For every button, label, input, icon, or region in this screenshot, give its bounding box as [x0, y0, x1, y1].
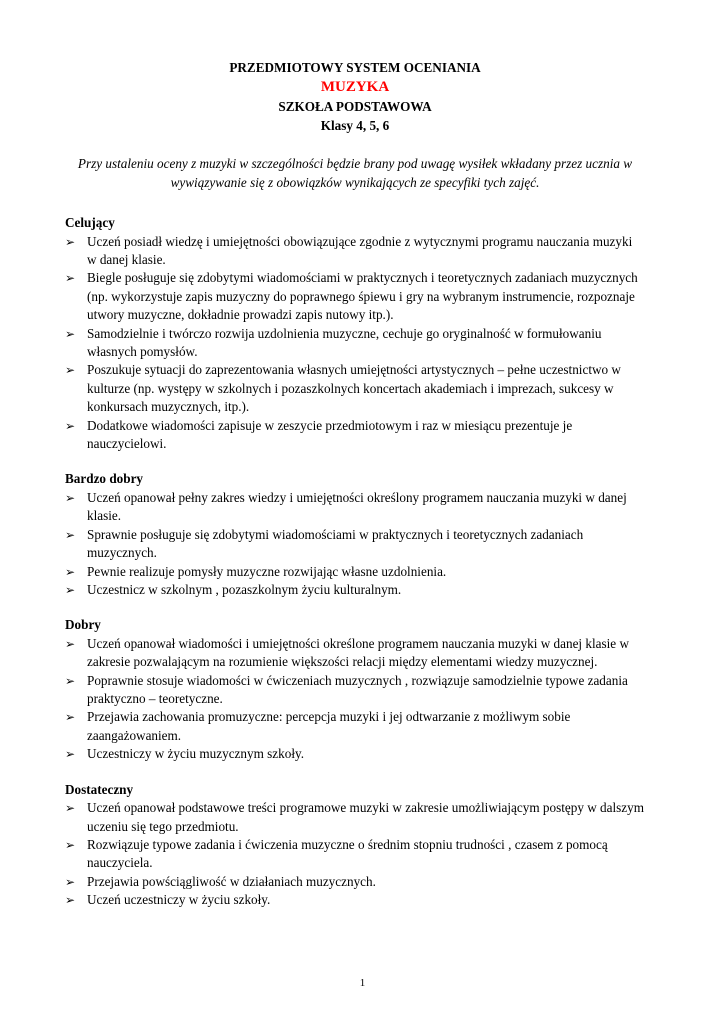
grade-section: [65, 214, 645, 453]
list-item-text: Przejawia powściągliwość w działaniach muzycznych.: [87, 873, 376, 889]
list-item: [65, 581, 645, 599]
page-number: 1: [359, 977, 366, 989]
list-item: [65, 269, 645, 324]
class-levels: Klasy 4, 5, 6: [320, 118, 390, 133]
list-item-text: Uczeń posiadł wiedzę i umiejętności obowiązujące zgodnie z wytycznymi programu nauczania muzyki w danej klasie.: [87, 233, 633, 267]
list-item-text: Uczestniczy w życiu muzycznym szkoły.: [87, 746, 305, 762]
list-item-text: Poprawnie stosuje wiadomości w ćwiczeniach muzycznych , rozwiązuje samodzielnie typowe zadania praktyczno – teoretyczne.: [87, 672, 628, 707]
document-title: PRZEDMIOTOWY SYSTEM OCENIANIA: [229, 60, 481, 75]
arrow-bullet-icon: ➢: [65, 527, 76, 542]
arrow-bullet-icon: ➢: [65, 673, 76, 688]
criteria-list: [65, 233, 645, 454]
list-item-text: Uczestnicz w szkolnym , pozaszkolnym życiu kulturalnym.: [87, 581, 402, 597]
list-item-text: Poszukuje sytuacji do zaprezentowania własnych umiejętności artystycznych – pełne uczestnictwo w kulturze (np. występy w szkolnych i pozaszkolnych koncertach akademiach i imprezach, sukcesy w konkursach muzycznych, itp.).: [87, 362, 621, 415]
grade-section-title: Dobry: [65, 617, 101, 633]
intro-paragraph: Przy ustaleniu oceny z muzyki w szczególności będzie brany pod uwagę wysiłek wkładany przez ucznia w wywiązywanie się z obowiązków wynikających ze specyfiki tych zajęć.: [77, 156, 633, 190]
grade-section: [65, 616, 645, 763]
arrow-bullet-icon: ➢: [65, 418, 76, 433]
list-item-text: Uczeń opanował wiadomości i umiejętności określone programem nauczania muzyki w danej klasie w zakresie pozwalającym na rozumienie większości relacji między elementami wiedzy muzycznej.: [87, 635, 629, 670]
grade-section: [65, 781, 645, 910]
list-item: [65, 361, 645, 416]
list-item: [65, 891, 645, 909]
list-item-text: Pewnie realizuje pomysły muzyczne rozwijając własne uzdolnienia.: [87, 563, 447, 579]
list-item: [65, 799, 645, 836]
criteria-list: [65, 635, 645, 764]
arrow-bullet-icon: ➢: [65, 837, 76, 852]
list-item-text: Samodzielnie i twórczo rozwija uzdolnienia muzyczne, cechuje go oryginalność w formułowaniu własnych pomysłów.: [87, 325, 602, 359]
arrow-bullet-icon: ➢: [65, 874, 76, 889]
list-item-text: Sprawnie posługuje się zdobytymi wiadomościami w praktycznych i teoretycznych zadaniach muzycznych.: [87, 526, 584, 561]
list-item: [65, 325, 645, 362]
arrow-bullet-icon: ➢: [65, 801, 76, 816]
list-item-text: Uczeń opanował pełny zakres wiedzy i umiejętności określony programem nauczania muzyki w danej klasie.: [87, 489, 627, 524]
list-item-text: Biegle posługuje się zdobytymi wiadomościami w praktycznych i teoretycznych zadaniach muzycznych (np. wykorzystuje zapis muzyczny do poprawnego śpiewu i gry na wybranym instrumencie, rozpoznaje utwory muzyczne, dokładnie prowadzi zapis nutowy itp.).: [87, 270, 638, 323]
list-item-text: Uczeń uczestniczy w życiu szkoły.: [87, 892, 271, 908]
grade-section: [65, 470, 645, 599]
list-item: [65, 708, 645, 745]
list-item: [65, 745, 645, 763]
school-name: SZKOŁA PODSTAWOWA: [278, 99, 432, 114]
list-item: [65, 526, 645, 563]
list-item: [65, 417, 645, 454]
grade-section-title: Bardzo dobry: [65, 471, 144, 487]
arrow-bullet-icon: ➢: [65, 636, 76, 651]
list-item-text: Uczeń opanował podstawowe treści programowe muzyki w zakresie umożliwiającym postępy w dalszym uczeniu się tego przedmiotu.: [87, 800, 644, 834]
grade-section-title: Celujący: [65, 215, 115, 230]
criteria-list: [65, 799, 645, 909]
list-item: [65, 489, 645, 526]
list-item-text: Przejawia zachowania promuzyczne: percepcja muzyki i jej odtwarzanie z możliwym sobie zaangażowaniem.: [87, 709, 571, 743]
subject-name: MUZYKA: [320, 79, 390, 95]
list-item-text: Dodatkowe wiadomości zapisuje w zeszycie przedmiotowym i raz w miesiącu prezentuje je nauczycielowi.: [87, 417, 573, 451]
criteria-list: [65, 489, 645, 599]
list-item: [65, 563, 645, 581]
grade-sections: [65, 214, 645, 910]
list-item: [65, 836, 645, 873]
arrow-bullet-icon: ➢: [65, 490, 76, 505]
list-item: [65, 873, 645, 891]
arrow-bullet-icon: ➢: [65, 271, 76, 286]
list-item: [65, 672, 645, 709]
arrow-bullet-icon: ➢: [65, 234, 76, 249]
arrow-bullet-icon: ➢: [65, 564, 76, 579]
list-item: [65, 635, 645, 672]
list-item: [65, 233, 645, 270]
arrow-bullet-icon: ➢: [65, 747, 76, 762]
list-item-text: Rozwiązuje typowe zadania i ćwiczenia muzyczne o średnim stopniu trudności , czasem z pomocą nauczyciela.: [87, 836, 608, 871]
arrow-bullet-icon: ➢: [65, 363, 76, 378]
grade-section-title: Dostateczny: [65, 781, 134, 797]
arrow-bullet-icon: ➢: [65, 582, 76, 597]
arrow-bullet-icon: ➢: [65, 710, 76, 725]
arrow-bullet-icon: ➢: [65, 326, 76, 341]
document-header: [65, 58, 645, 135]
arrow-bullet-icon: ➢: [65, 893, 76, 908]
